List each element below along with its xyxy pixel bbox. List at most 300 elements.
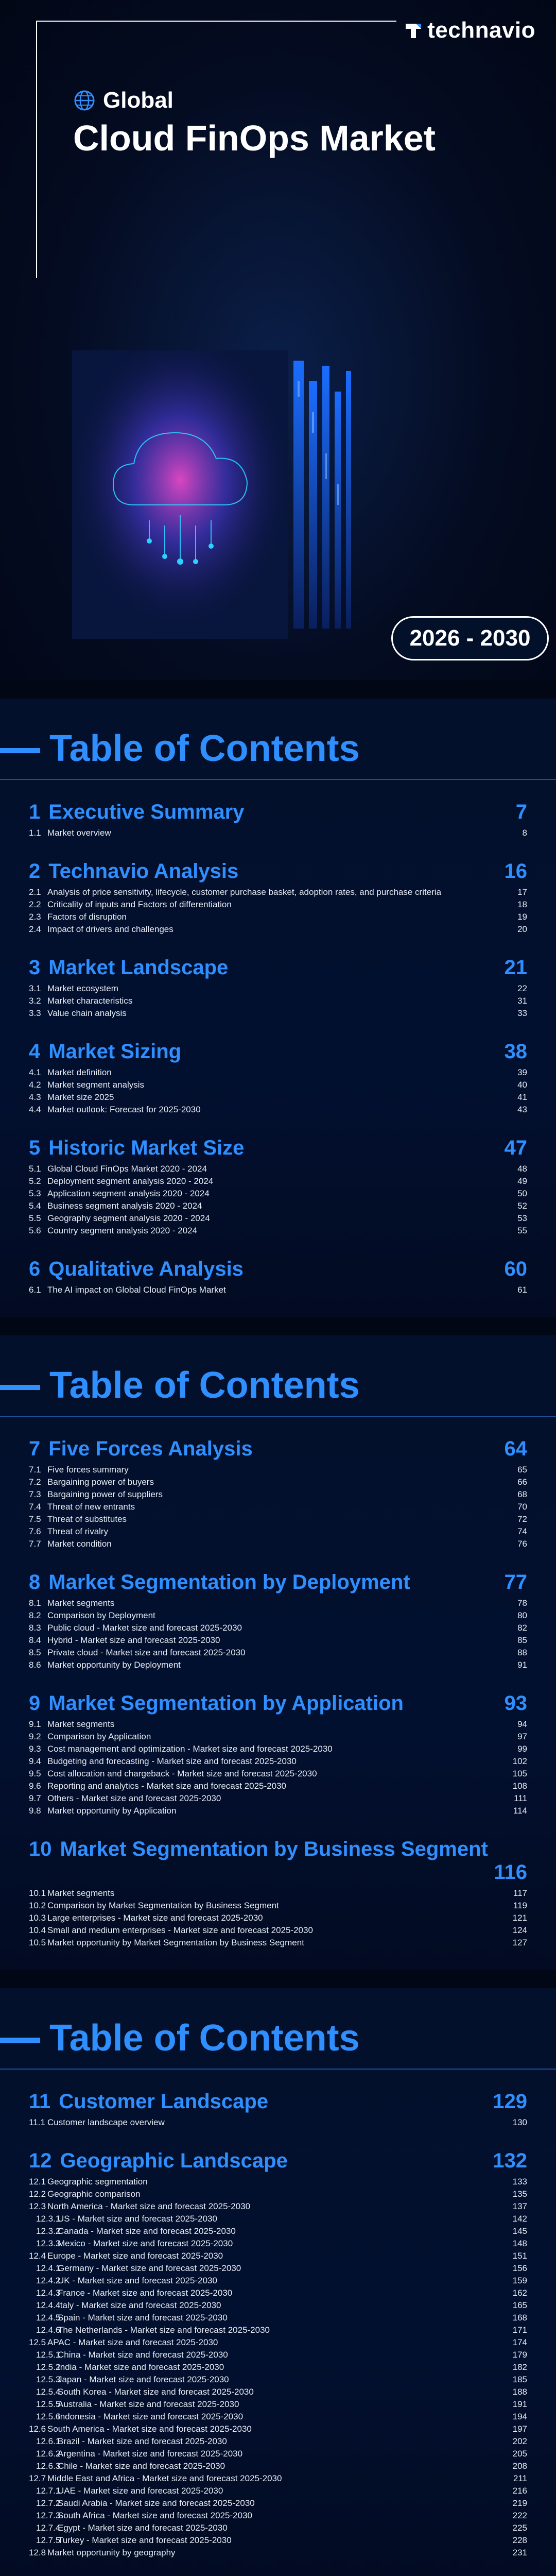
- entry-title: Analysis of price sensitivity, lifecycle, customer purchase basket, adoption rates, and purchase criteria: [47, 887, 442, 897]
- toc-section-heading[interactable]: [29, 860, 527, 883]
- heading-rule: [0, 779, 556, 780]
- entry-title: US - Market size and forecast 2025-2030: [58, 2214, 217, 2224]
- entry-number: 9.7: [29, 1793, 41, 1803]
- entry-page-number: 182: [512, 2362, 527, 2372]
- entry-page-number: 137: [512, 2201, 527, 2211]
- entry-page-number: 105: [512, 1769, 527, 1778]
- toc-entry[interactable]: [29, 911, 527, 923]
- toc-entry[interactable]: [29, 1768, 527, 1780]
- entry-title: Private cloud - Market size and forecast 2025-2030: [47, 1648, 246, 1657]
- entry-page-number: 117: [513, 1888, 527, 1898]
- entry-title: Deployment segment analysis 2020 - 2024: [47, 1176, 214, 1186]
- toc-heading: [0, 699, 556, 780]
- toc-entry[interactable]: [29, 1743, 527, 1755]
- toc-section-heading[interactable]: [29, 1692, 527, 1715]
- entry-page-number: 78: [517, 1598, 527, 1608]
- section-number: 12: [29, 2149, 52, 2172]
- entry-page-number: 61: [517, 1285, 527, 1295]
- toc-entry[interactable]: [29, 2485, 527, 2497]
- toc-entry[interactable]: [29, 1163, 527, 1175]
- toc-section-heading[interactable]: [29, 1040, 527, 1063]
- section-number: 7: [29, 1437, 41, 1460]
- entry-page-number: 72: [517, 1514, 527, 1524]
- entry-number: 3.2: [29, 996, 41, 1006]
- toc-subsection-list: [29, 982, 527, 1020]
- entry-page-number: 231: [512, 2548, 527, 2557]
- entry-number: 9.4: [29, 1756, 41, 1766]
- toc-entry[interactable]: [29, 2324, 527, 2336]
- toc-section: [0, 1692, 556, 1817]
- entry-number: 12.5.1: [36, 2350, 61, 2360]
- entry-title: Italy - Market size and forecast 2025-2030: [58, 2300, 221, 2310]
- entry-number: 7.6: [29, 1527, 41, 1536]
- entry-page-number: 49: [517, 1176, 527, 1186]
- entry-title: Application segment analysis 2020 - 2024: [47, 1189, 210, 1198]
- entry-page-number: 39: [517, 1067, 527, 1077]
- entry-title: India - Market size and forecast 2025-2030: [58, 2362, 224, 2372]
- toc-entry[interactable]: [29, 923, 527, 936]
- toc-section: [0, 1137, 556, 1237]
- entry-page-number: 191: [512, 2399, 527, 2409]
- entry-title: UK - Market size and forecast 2025-2030: [58, 2276, 217, 2285]
- toc-entry[interactable]: [29, 2547, 527, 2559]
- toc-entry[interactable]: [29, 1924, 527, 1937]
- entry-title: Country segment analysis 2020 - 2024: [47, 1226, 198, 1235]
- toc-entry[interactable]: [29, 1225, 527, 1237]
- entry-number: 7.1: [29, 1465, 41, 1475]
- toc-entry[interactable]: [29, 1718, 527, 1731]
- entry-page-number: 76: [517, 1539, 527, 1549]
- entry-number: 5.1: [29, 1164, 41, 1174]
- entry-number: 12.5.6: [36, 2412, 61, 2421]
- entry-number: 12.3.2: [36, 2226, 61, 2236]
- entry-number: 12.6.2: [36, 2449, 61, 2459]
- entry-title: Market opportunity by Deployment: [47, 1660, 181, 1670]
- entry-title: Spain - Market size and forecast 2025-2030: [58, 2313, 228, 2323]
- heading-accent-bar: [0, 1385, 40, 1390]
- toc-entry[interactable]: [29, 1066, 527, 1079]
- entry-title: Geography segment analysis 2020 - 2024: [47, 1213, 210, 1223]
- entry-page-number: 85: [517, 1635, 527, 1645]
- entry-number: 3.3: [29, 1008, 41, 1018]
- toc-entry[interactable]: [29, 2116, 527, 2129]
- toc-entry[interactable]: [29, 1887, 527, 1900]
- entry-number: 9.5: [29, 1769, 41, 1778]
- entry-number: 12.4.6: [36, 2325, 61, 2335]
- entry-title: UAE - Market size and forecast 2025-2030: [58, 2486, 223, 2496]
- toc-entry[interactable]: [29, 2188, 527, 2200]
- entry-title: Geographic segmentation: [47, 2177, 148, 2187]
- entry-title: Indonesia - Market size and forecast 2025-2030: [58, 2412, 244, 2421]
- entry-number: 9.3: [29, 1744, 41, 1754]
- entry-page-number: 130: [512, 2117, 527, 2127]
- entry-title: China - Market size and forecast 2025-2030: [58, 2350, 228, 2360]
- toc-section-heading[interactable]: [29, 1571, 527, 1594]
- section-number: 6: [29, 1258, 41, 1280]
- toc-entry[interactable]: [29, 2522, 527, 2534]
- entry-title: Market segments: [47, 1888, 115, 1898]
- section-title: Market Sizing: [48, 1040, 182, 1063]
- toc-entry[interactable]: [29, 1900, 527, 1912]
- toc-entry[interactable]: [29, 1513, 527, 1526]
- entry-page-number: 225: [512, 2523, 527, 2533]
- toc-section-heading[interactable]: [29, 956, 527, 979]
- entry-number: 8.2: [29, 1611, 41, 1620]
- entry-number: 12.4.1: [36, 2263, 61, 2273]
- entry-page-number: 135: [512, 2189, 527, 2199]
- entry-title: Market ecosystem: [47, 984, 118, 993]
- toc-entry[interactable]: [29, 2448, 527, 2460]
- entry-page-number: 53: [517, 1213, 527, 1223]
- entry-number: 12.5: [29, 2337, 46, 2347]
- entry-page-number: 80: [517, 1611, 527, 1620]
- entry-number: 4.1: [29, 1067, 41, 1077]
- toc-page: [0, 1335, 556, 1970]
- section-page-number: 38: [504, 1040, 527, 1063]
- section-page-number: 21: [504, 956, 527, 979]
- toc-entry[interactable]: [29, 2336, 527, 2349]
- entry-title: Cost allocation and chargeback - Market size and forecast 2025-2030: [47, 1769, 317, 1778]
- toc-entry[interactable]: [29, 1488, 527, 1501]
- cover-frame-left: [36, 21, 37, 278]
- entry-title: APAC - Market size and forecast 2025-2030: [47, 2337, 218, 2347]
- entry-title: Market condition: [47, 1539, 112, 1549]
- section-title: Five Forces Analysis: [48, 1437, 253, 1460]
- toc-entry[interactable]: [29, 1200, 527, 1212]
- entry-page-number: 50: [517, 1189, 527, 1198]
- entry-title: Middle East and Africa - Market size and forecast 2025-2030: [47, 2473, 282, 2483]
- entry-number: 10.3: [29, 1913, 46, 1923]
- toc-entry[interactable]: [29, 1501, 527, 1513]
- entry-title: Small and medium enterprises - Market size and forecast 2025-2030: [47, 1925, 313, 1935]
- toc-entry[interactable]: [29, 2497, 527, 2510]
- toc-page: [0, 1988, 556, 2576]
- entry-title: Public cloud - Market size and forecast 2025-2030: [47, 1623, 242, 1633]
- toc-entry[interactable]: [29, 1647, 527, 1659]
- entry-number: 12.7.2: [36, 2498, 61, 2508]
- entry-title: Impact of drivers and challenges: [47, 924, 173, 934]
- entry-page-number: 124: [512, 1925, 527, 1935]
- toc-entry[interactable]: [29, 2287, 527, 2299]
- entry-title: Market definition: [47, 1067, 112, 1077]
- entry-title: Market characteristics: [47, 996, 133, 1006]
- toc-section: [0, 1571, 556, 1671]
- entry-number: 5.4: [29, 1201, 41, 1211]
- section-page-number: 116: [494, 1861, 527, 1884]
- toc-entry[interactable]: [29, 2361, 527, 2374]
- toc-entry[interactable]: [29, 2262, 527, 2275]
- toc-heading-text: Table of Contents: [49, 728, 360, 769]
- entry-number: 12.1: [29, 2177, 46, 2187]
- toc-entry[interactable]: [29, 1212, 527, 1225]
- toc-entry[interactable]: [29, 886, 527, 899]
- toc-subsection-list: [29, 2176, 527, 2559]
- entry-page-number: 148: [512, 2239, 527, 2248]
- toc-entry[interactable]: [29, 1597, 527, 1609]
- entry-page-number: 88: [517, 1648, 527, 1657]
- entry-title: Saudi Arabia - Market size and forecast 2025-2030: [58, 2498, 255, 2508]
- entry-number: 12.4.3: [36, 2288, 61, 2298]
- entry-page-number: 18: [517, 900, 527, 909]
- entry-page-number: 102: [512, 1756, 527, 1766]
- toc-entry[interactable]: [29, 1659, 527, 1671]
- entry-number: 8.4: [29, 1635, 41, 1645]
- toc-entry[interactable]: [29, 1912, 527, 1924]
- entry-number: 8.5: [29, 1648, 41, 1657]
- toc-entry[interactable]: [29, 899, 527, 911]
- entry-number: 7.5: [29, 1514, 41, 1524]
- brand-name: technavio: [427, 18, 535, 43]
- toc-section-heading[interactable]: [29, 1258, 527, 1281]
- section-page-number: 77: [504, 1571, 527, 1594]
- toc-section-heading[interactable]: [29, 2090, 527, 2113]
- toc-entry[interactable]: [29, 1780, 527, 1792]
- technavio-mark-icon: [405, 22, 422, 39]
- toc-entry[interactable]: [29, 2275, 527, 2287]
- toc-entry[interactable]: [29, 1188, 527, 1200]
- toc-entry[interactable]: [29, 2312, 527, 2324]
- toc-entry[interactable]: [29, 2349, 527, 2361]
- toc-section-heading[interactable]: [29, 1437, 527, 1461]
- entry-number: 12.8: [29, 2548, 46, 2557]
- toc-entry[interactable]: [29, 1007, 527, 1020]
- page-separator: [0, 1317, 556, 1335]
- toc-entry[interactable]: [29, 995, 527, 1007]
- toc-section-heading[interactable]: [29, 1137, 527, 1160]
- entry-title: Threat of new entrants: [47, 1502, 135, 1512]
- section-number: 10: [29, 1838, 52, 1860]
- entry-title: Australia - Market size and forecast 2025-2030: [58, 2399, 239, 2409]
- entry-page-number: 208: [512, 2461, 527, 2471]
- toc-entry[interactable]: [29, 1805, 527, 1817]
- toc-subsection-list: [29, 1464, 527, 1550]
- entry-title: Market segments: [47, 1719, 115, 1729]
- section-title: Market Segmentation by Business Segment: [60, 1838, 488, 1860]
- entry-title: Germany - Market size and forecast 2025-2030: [58, 2263, 241, 2273]
- section-number: 8: [29, 1571, 41, 1594]
- toc-entry[interactable]: [29, 1538, 527, 1550]
- entry-title: Hybrid - Market size and forecast 2025-2030: [47, 1635, 220, 1645]
- toc-section-heading[interactable]: [29, 1838, 527, 1884]
- entry-title: Market opportunity by Market Segmentation by Business Segment: [47, 1938, 304, 1947]
- entry-number: 12.4.4: [36, 2300, 61, 2310]
- toc-entry[interactable]: [29, 2460, 527, 2472]
- globe-icon: [73, 89, 96, 112]
- toc-entry[interactable]: [29, 982, 527, 995]
- entry-page-number: 108: [512, 1781, 527, 1791]
- report-title: Cloud FinOps Market: [73, 118, 436, 158]
- toc-entry[interactable]: [29, 2250, 527, 2262]
- toc-entry[interactable]: [29, 1175, 527, 1188]
- entry-title: Cost management and optimization - Market size and forecast 2025-2030: [47, 1744, 333, 1754]
- entry-page-number: 68: [517, 1489, 527, 1499]
- entry-title: Europe - Market size and forecast 2025-2030: [47, 2251, 223, 2261]
- toc-entry[interactable]: [29, 2435, 527, 2448]
- toc-entry[interactable]: [29, 2238, 527, 2250]
- entry-page-number: 121: [512, 1913, 527, 1923]
- toc-section-heading[interactable]: [29, 2149, 527, 2173]
- entry-number: 5.2: [29, 1176, 41, 1186]
- entry-title: Five forces summary: [47, 1465, 129, 1475]
- entry-page-number: 31: [517, 996, 527, 1006]
- entry-title: Geographic comparison: [47, 2189, 141, 2199]
- toc-subsection-list: [29, 1718, 527, 1817]
- entry-number: 10.4: [29, 1925, 46, 1935]
- entry-number: 9.2: [29, 1732, 41, 1741]
- entry-number: 7.3: [29, 1489, 41, 1499]
- entry-page-number: 159: [512, 2276, 527, 2285]
- entry-number: 11.1: [29, 2117, 45, 2127]
- toc-subsection-list: [29, 1066, 527, 1116]
- entry-page-number: 70: [517, 1502, 527, 1512]
- toc-entry[interactable]: [29, 1284, 527, 1296]
- entry-title: Market opportunity by Application: [47, 1806, 177, 1816]
- forecast-period-badge: 2026 - 2030: [391, 616, 549, 660]
- toc-entry[interactable]: [29, 1755, 527, 1768]
- entry-title: Global Cloud FinOps Market 2020 - 2024: [47, 1164, 207, 1174]
- entry-title: The Netherlands - Market size and forecast 2025-2030: [58, 2325, 270, 2335]
- toc-subsection-list: [29, 827, 527, 839]
- toc-heading-text: Table of Contents: [49, 2018, 360, 2059]
- toc-entry[interactable]: [29, 2299, 527, 2312]
- entry-page-number: 82: [517, 1623, 527, 1633]
- entry-page-number: 20: [517, 924, 527, 934]
- entry-title: South America - Market size and forecast 2025-2030: [47, 2424, 252, 2434]
- entry-number: 7.4: [29, 1502, 41, 1512]
- entry-title: Comparison by Market Segmentation by Business Segment: [47, 1901, 279, 1910]
- toc-entry[interactable]: [29, 1079, 527, 1091]
- entry-page-number: 211: [513, 2473, 527, 2483]
- section-page-number: 60: [504, 1258, 527, 1280]
- toc-entry[interactable]: [29, 2411, 527, 2423]
- entry-title: Threat of rivalry: [47, 1527, 109, 1536]
- entry-title: The AI impact on Global Cloud FinOps Market: [47, 1285, 226, 1295]
- toc-entry[interactable]: [29, 1622, 527, 1634]
- entry-title: Comparison by Application: [47, 1732, 151, 1741]
- toc-entry[interactable]: [29, 2213, 527, 2225]
- entry-page-number: 22: [517, 984, 527, 993]
- toc-entry[interactable]: [29, 2386, 527, 2398]
- toc-entry[interactable]: [29, 2423, 527, 2435]
- entry-title: Market opportunity by geography: [47, 2548, 176, 2557]
- entry-number: 2.4: [29, 924, 41, 934]
- toc-entry[interactable]: [29, 1476, 527, 1488]
- section-title: Geographic Landscape: [60, 2149, 288, 2172]
- entry-number: 4.2: [29, 1080, 41, 1090]
- entry-number: 2.3: [29, 912, 41, 922]
- entry-page-number: 111: [514, 1793, 527, 1803]
- entry-page-number: 179: [512, 2350, 527, 2360]
- entry-title: Egypt - Market size and forecast 2025-2030: [58, 2523, 228, 2533]
- entry-title: Argentina - Market size and forecast 2025-2030: [58, 2449, 243, 2459]
- toc-subsection-list: [29, 1284, 527, 1296]
- entry-number: 12.7.5: [36, 2535, 61, 2545]
- toc-entry[interactable]: [29, 1464, 527, 1476]
- section-page-number: 47: [504, 1137, 527, 1159]
- section-title: Executive Summary: [48, 801, 245, 823]
- entry-number: 12.6.1: [36, 2436, 61, 2446]
- entry-page-number: 168: [512, 2313, 527, 2323]
- toc-section-heading[interactable]: [29, 801, 527, 824]
- toc-entry[interactable]: [29, 1526, 527, 1538]
- section-page-number: 16: [504, 860, 527, 883]
- entry-page-number: 165: [512, 2300, 527, 2310]
- entry-page-number: 52: [517, 1201, 527, 1211]
- toc-entry[interactable]: [29, 2534, 527, 2547]
- toc-entry[interactable]: [29, 827, 527, 839]
- toc-entry[interactable]: [29, 1792, 527, 1805]
- page-separator: [0, 680, 556, 699]
- toc-section: [0, 860, 556, 936]
- toc-entry[interactable]: [29, 2225, 527, 2238]
- entry-title: Turkey - Market size and forecast 2025-2030: [58, 2535, 232, 2545]
- entry-page-number: 119: [513, 1901, 527, 1910]
- entry-number: 10.1: [29, 1888, 46, 1898]
- entry-page-number: 202: [512, 2436, 527, 2446]
- entry-title: Threat of substitutes: [47, 1514, 127, 1524]
- cloud-hero-illustration: [72, 350, 360, 639]
- entry-page-number: 97: [517, 1732, 527, 1741]
- section-page-number: 64: [504, 1437, 527, 1460]
- entry-number: 6.1: [29, 1285, 41, 1295]
- section-number: 3: [29, 956, 41, 979]
- cover-kicker: Global: [103, 88, 173, 113]
- toc-entry[interactable]: [29, 2510, 527, 2522]
- section-title: Qualitative Analysis: [48, 1258, 244, 1280]
- entry-number: 7.2: [29, 1477, 41, 1487]
- entry-page-number: 205: [512, 2449, 527, 2459]
- section-number: 4: [29, 1040, 41, 1063]
- entry-number: 12.7: [29, 2473, 46, 2483]
- entry-number: 3.1: [29, 984, 41, 993]
- entry-page-number: 66: [517, 1477, 527, 1487]
- toc-section: [0, 1258, 556, 1296]
- entry-title: Chile - Market size and forecast 2025-2030: [58, 2461, 225, 2471]
- entry-page-number: 171: [512, 2325, 527, 2335]
- entry-number: 5.6: [29, 1226, 41, 1235]
- entry-title: Factors of disruption: [47, 912, 127, 922]
- entry-page-number: 55: [517, 1226, 527, 1235]
- toc-entry[interactable]: [29, 1634, 527, 1647]
- entry-page-number: 228: [512, 2535, 527, 2545]
- toc-entry[interactable]: [29, 1091, 527, 1104]
- entry-page-number: 8: [522, 828, 527, 838]
- entry-number: 12.5.2: [36, 2362, 61, 2372]
- toc-entry[interactable]: [29, 2374, 527, 2386]
- toc-entry[interactable]: [29, 2200, 527, 2213]
- entry-title: Market segments: [47, 1598, 115, 1608]
- toc-entry[interactable]: [29, 2398, 527, 2411]
- entry-number: 8.1: [29, 1598, 41, 1608]
- toc-entry[interactable]: [29, 2472, 527, 2485]
- entry-number: 8.3: [29, 1623, 41, 1633]
- toc-entry[interactable]: [29, 1731, 527, 1743]
- entry-title: South Korea - Market size and forecast 2025-2030: [58, 2387, 254, 2397]
- entry-page-number: 142: [512, 2214, 527, 2224]
- toc-entry[interactable]: [29, 1937, 527, 1949]
- toc-heading-text: Table of Contents: [49, 1365, 360, 1406]
- section-page-number: 132: [493, 2149, 527, 2172]
- cover-frame-top: [36, 21, 396, 22]
- entry-title: Bargaining power of buyers: [47, 1477, 154, 1487]
- toc-entry[interactable]: [29, 1609, 527, 1622]
- toc-entry[interactable]: [29, 1104, 527, 1116]
- toc-subsection-list: [29, 1887, 527, 1949]
- table-of-contents: [0, 680, 556, 2576]
- entry-title: Business segment analysis 2020 - 2024: [47, 1201, 202, 1211]
- toc-entry[interactable]: [29, 2176, 527, 2188]
- toc-section: [0, 1437, 556, 1550]
